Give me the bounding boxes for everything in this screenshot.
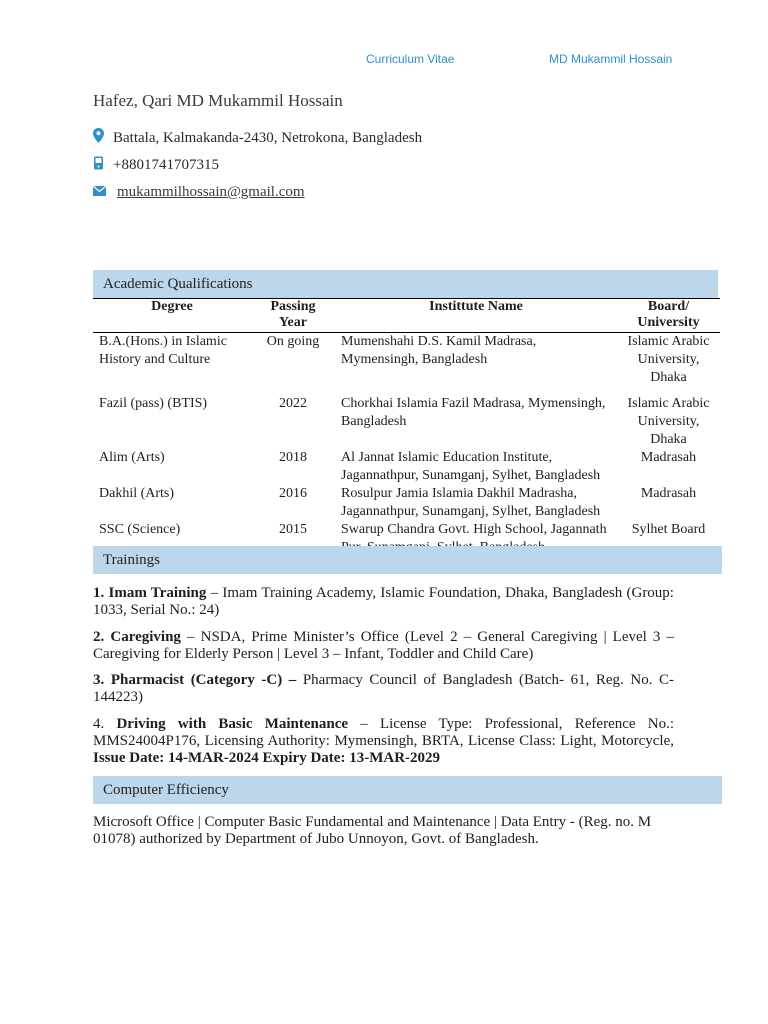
- training-item-1: [93, 585, 674, 619]
- cell-degree: SSC (Science): [93, 521, 251, 560]
- cell-degree: B.A.(Hons.) in Islamic History and Culture: [99, 334, 227, 367]
- training-dates: Issue Date: 14-MAR-2024 Expiry Date: 13-MAR-2029: [93, 750, 441, 766]
- contact-phone: [93, 156, 219, 175]
- training-detail: – Imam Training Academy, Islamic Foundation, Dhaka, Bangladesh (Group: 1033, Serial No.: 24): [93, 585, 674, 618]
- contact-email: [93, 184, 305, 201]
- contact-address: [93, 128, 422, 148]
- section-trainings-header: Trainings: [93, 546, 722, 574]
- computer-efficiency-text: Microsoft Office | Computer Basic Fundamental and Maintenance | Data Entry - (Reg. no. M 01078) authorized by Department of Jubo Unnoyon, Govt. of Bangladesh.: [93, 814, 652, 847]
- table-row: [93, 449, 720, 485]
- section-academic-header: Academic Qualifications: [93, 270, 718, 298]
- phone-icon: [93, 156, 107, 175]
- envelope-icon: [93, 184, 107, 201]
- training-title: Driving with Basic Maintenance: [116, 716, 349, 732]
- table-row: [93, 395, 720, 449]
- cell-degree: Fazil (pass) (BTIS): [99, 396, 208, 411]
- training-item-2: [93, 629, 674, 663]
- training-num: 2.: [93, 629, 105, 645]
- table-row: [93, 333, 720, 396]
- address-text: Battala, Kalmakanda-2430, Netrokona, Bangladesh: [113, 129, 423, 146]
- training-detail: – NSDA, Prime Minister’s Office (Level 2 – General Caregiving | Level 3 – Caregiving for Elderly Person | Level 3 – Infant, Toddler and Child Care): [93, 629, 675, 662]
- training-num: 4.: [93, 716, 105, 732]
- academic-table: [93, 298, 720, 560]
- email-link[interactable]: mukammilhossain@gmail.com: [117, 184, 305, 200]
- training-title: Pharmacist (Category -C) –: [110, 672, 297, 688]
- training-title: Imam Training: [108, 585, 207, 601]
- cell-year: 2018: [279, 450, 307, 465]
- table-header-row: [93, 299, 720, 333]
- training-detail: – License Type: Professional, Reference No.: MMS24004P176, Licensing Authority: Mymensingh, BRTA, License Class: Light, Motorcycle,: [93, 716, 674, 749]
- section-computer-header: Computer Efficiency: [93, 776, 722, 804]
- table-row: [93, 485, 720, 521]
- header-year: Passing Year: [251, 299, 335, 333]
- cell-board: Sylhet Board: [617, 521, 720, 560]
- cell-year: 2015: [251, 521, 335, 560]
- cell-institute: Mumenshahi D.S. Kamil Madrasa, Mymensingh, Bangladesh: [341, 334, 537, 367]
- cell-institute: Swarup Chandra Govt. High School, Jagannath: [335, 521, 617, 560]
- cell-degree: Dakhil (Arts): [99, 486, 175, 501]
- location-pin-icon: [93, 128, 107, 148]
- cell-board: Islamic Arabic University, Dhaka: [627, 334, 710, 385]
- header-right: MD Mukammil Hossain: [549, 52, 673, 66]
- training-detail: Pharmacy Council of Bangladesh (Batch- 61, Reg. No. C-144223): [93, 672, 674, 705]
- training-num: 1.: [93, 585, 105, 601]
- cell-board: Islamic Arabic University, Dhaka: [627, 396, 710, 447]
- cell-year: 2016: [279, 486, 307, 501]
- candidate-name: Hafez, Qari MD Mukammil Hossain: [93, 91, 343, 110]
- cell-year: On going: [266, 334, 320, 349]
- training-item-3: [93, 672, 674, 706]
- cell-institute: Al Jannat Islamic Education Institute, Jagannathpur, Sunamganj, Sylhet, Bangladesh: [341, 450, 601, 483]
- cell-board: Madrasah: [640, 486, 697, 501]
- header-board: Board/ University: [617, 299, 720, 333]
- header-institute: Instittute Name: [335, 299, 617, 333]
- phone-text: +8801741707315: [113, 157, 219, 173]
- training-num: 3.: [93, 672, 105, 688]
- cell-institute: Chorkhai Islamia Fazil Madrasa, Mymensingh, Bangladesh: [341, 396, 606, 429]
- cell-institute: Rosulpur Jamia Islamia Dakhil Madrasha, Jagannathpur, Sunamganj, Sylhet, Bangladesh: [341, 486, 601, 519]
- cell-board: Madrasah: [640, 450, 697, 465]
- cell-degree: Alim (Arts): [99, 450, 165, 465]
- header-left: Curriculum Vitae: [366, 52, 455, 66]
- training-title: Caregiving: [110, 629, 181, 645]
- cell-year: 2022: [279, 396, 307, 411]
- training-item-4: [93, 716, 674, 767]
- header-degree: Degree: [93, 299, 251, 333]
